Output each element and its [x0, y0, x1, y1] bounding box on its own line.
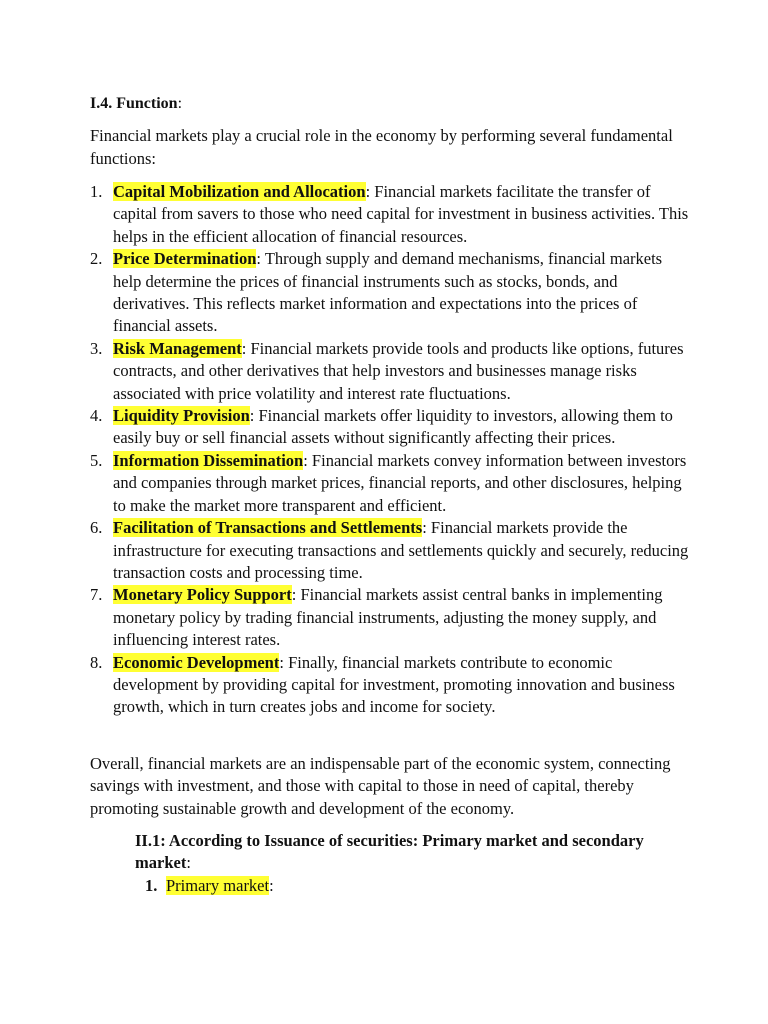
function-list: [90, 181, 690, 719]
list-item-term: Capital Mobilization and Allocation: [113, 182, 366, 201]
list-item-body: [113, 248, 690, 338]
section-heading-title: I.4. Function: [90, 95, 178, 112]
list-item-number: 3.: [90, 338, 103, 358]
subsection-list-term: Primary market: [166, 876, 270, 895]
list-item-number: 7.: [90, 585, 103, 605]
subsection-heading-colon: :: [186, 853, 191, 873]
list-item-term: Liquidity Provision: [113, 406, 250, 426]
list-item: [90, 338, 690, 405]
list-item: [90, 450, 690, 517]
list-item-body: [113, 338, 690, 405]
list-item-number: 5.: [90, 450, 103, 470]
list-item-text: : Financial markets provide tools and products like options, futures contracts, and other derivatives that help investors and businesses manage risks associated with price volatility and interest rate fluctuations.: [113, 338, 684, 403]
list-item-body: [113, 405, 690, 450]
list-item-number: 4.: [90, 406, 103, 426]
subsection-list-body: [166, 875, 274, 897]
list-item-text: : Financial markets assist central banks in implementing monetary policy by trading financial instruments, adjusting the money supply, and influencing interest rates.: [113, 585, 663, 650]
list-item-body: [113, 584, 690, 651]
subsection-list-colon: :: [269, 876, 274, 895]
list-item-term: Monetary Policy Support: [113, 585, 292, 605]
subsection-heading-title: II.1: According to Issuance of securities: Primary market and secondary market: [135, 831, 644, 873]
list-item-number: 2.: [90, 249, 103, 269]
list-item-text: : Financial markets facilitate the transfer of capital from savers to those who need capital for investment in business activities. This helps in the efficient allocation of financial resources.: [113, 182, 689, 246]
list-item: [90, 517, 690, 584]
list-item: [90, 248, 690, 338]
list-item-term: Information Dissemination: [113, 450, 304, 470]
list-item-number: 6.: [90, 518, 103, 538]
list-item-body: [113, 652, 690, 719]
list-item-body: [113, 450, 690, 517]
list-item: [90, 181, 690, 248]
list-item-text: : Finally, financial markets contribute to economic development by providing capital for investment, promoting innovation and business growth, which in turn creates jobs and income for society.: [113, 652, 675, 717]
intro-paragraph: Financial markets play a crucial role in the economy by performing several fundamental functions:: [90, 126, 673, 168]
list-item: [90, 584, 690, 651]
list-item-body: [113, 517, 690, 584]
subsection-list-number: 1.: [145, 876, 158, 895]
list-item-text: : Financial markets convey information between investors and companies through market prices, financial reports, and other disclosures, helping to make the market more transparent and efficient.: [113, 450, 687, 515]
list-item-number: 1.: [90, 182, 103, 201]
subsection-list-item: [145, 875, 274, 897]
list-item: [90, 405, 690, 450]
list-item-term: Risk Management: [113, 338, 242, 358]
list-item-term: Price Determination: [113, 249, 257, 269]
list-item-text: : Financial markets offer liquidity to investors, allowing them to easily buy or sell financial assets without significantly affecting their prices.: [113, 406, 673, 448]
closing-paragraph: Overall, financial markets are an indispensable part of the economic system, connecting savings with investment, and those with capital to those in need of capital, thereby promoting sustainable growth and development of the economy.: [90, 754, 671, 818]
subsection-heading: [135, 830, 695, 875]
list-item-body: [113, 181, 690, 248]
list-item-text: : Through supply and demand mechanisms, financial markets help determine the prices of financial instruments such as stocks, bonds, and derivatives. This reflects market information and expectations into the prices of financial assets.: [113, 249, 663, 336]
list-item: [90, 652, 690, 719]
section-heading-colon: :: [177, 95, 183, 112]
list-item-number: 8.: [90, 652, 103, 672]
section-heading: [90, 94, 182, 114]
list-item-term: Economic Development: [113, 652, 280, 672]
list-item-term: Facilitation of Transactions and Settlements: [113, 518, 423, 538]
list-item-text: : Financial markets provide the infrastructure for executing transactions and settlements quickly and securely, reducing transaction costs and processing time.: [113, 518, 689, 582]
